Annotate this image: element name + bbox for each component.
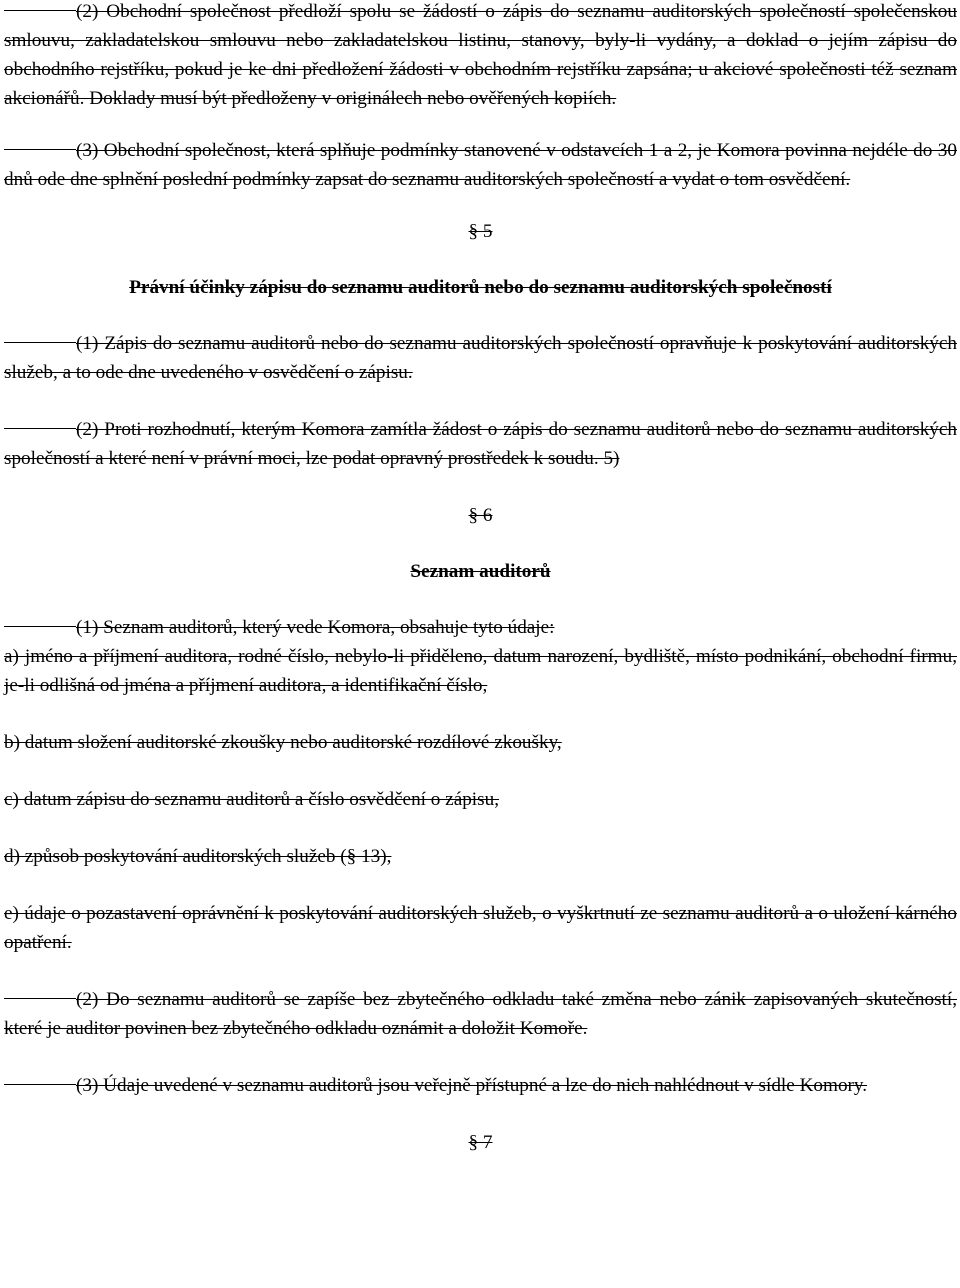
list-item-a: a) jméno a příjmení auditora, rodné číslo, nebylo-li přiděleno, datum narození, bydliště, místo podnikání, obchodní firmu, je-li odlišná od jména a příjmení auditora, a identifikační číslo, bbox=[4, 646, 957, 696]
paragraph-6-3-text: (3) Údaje uvedené v seznamu auditorů jsou veřejně přístupné a lze do nich nahlédnout v sídle Komory. bbox=[76, 1075, 868, 1096]
spacer bbox=[4, 586, 957, 613]
document-page bbox=[4, 0, 957, 1157]
spacer bbox=[4, 871, 957, 899]
indent-rule bbox=[4, 1084, 76, 1086]
indent-rule bbox=[4, 10, 76, 12]
paragraph-5-2-text: (2) Proti rozhodnutí, kterým Komora zamítla žádost o zápis do seznamu auditorů nebo do seznamu auditorských společností a které není v právní moci, lze podat opravný prostředek k soudu. 5) bbox=[4, 419, 957, 469]
section-6-title: Seznam auditorů bbox=[410, 561, 551, 582]
spacer bbox=[4, 530, 957, 557]
spacer bbox=[4, 757, 957, 785]
spacer bbox=[4, 473, 957, 501]
section-6-number: § 6 bbox=[468, 505, 493, 526]
spacer bbox=[4, 957, 957, 985]
list-item-d: d) způsob poskytování auditorských služeb (§ 13), bbox=[4, 846, 392, 867]
list-item-e: e) údaje o pozastavení oprávnění k poskytování auditorských služeb, o vyškrtnutí ze seznamu auditorů a o uložení kárného opatření. bbox=[4, 903, 957, 953]
spacer bbox=[4, 194, 957, 217]
spacer bbox=[4, 1043, 957, 1071]
list-item-c: c) datum zápisu do seznamu auditorů a číslo osvědčení o zápisu, bbox=[4, 789, 499, 810]
paragraph-4-2 bbox=[4, 0, 957, 113]
paragraph-6-2 bbox=[4, 985, 957, 1043]
list-item-b: b) datum složení auditorské zkoušky nebo auditorské rozdílové zkoušky, bbox=[4, 732, 562, 753]
spacer bbox=[4, 113, 957, 136]
spacer bbox=[4, 814, 957, 842]
section-5-title: Právní účinky zápisu do seznamu auditorů nebo do seznamu auditorských společností bbox=[129, 277, 832, 298]
paragraph-6-3 bbox=[4, 1071, 957, 1100]
paragraph-5-2 bbox=[4, 415, 957, 473]
indent-rule bbox=[4, 342, 76, 344]
paragraph-4-3 bbox=[4, 136, 957, 194]
paragraph-4-2-text: (2) Obchodní společnost předloží spolu se žádostí o zápis do seznamu auditorských společností společenskou smlouvu, zakladatelskou smlouvu nebo zakladatelskou listinu, stanovy, byly-li vydány, a doklad o jejím zápisu do obchodního rejstříku, pokud je ke dni předložení žádosti v obchodním rejstříku zapsána; u akciové společnosti též seznam akcionářů. Doklady musí být předloženy v originálech nebo ověřených kopiích. bbox=[4, 1, 957, 109]
paragraph-5-1-text: (1) Zápis do seznamu auditorů nebo do seznamu auditorských společností opravňuje k poskytování auditorských služeb, a to ode dne uvedeného v osvědčení o zápisu. bbox=[4, 333, 957, 383]
indent-rule bbox=[4, 149, 76, 151]
indent-rule bbox=[4, 626, 76, 628]
section-7-number: § 7 bbox=[468, 1132, 493, 1153]
paragraph-5-1 bbox=[4, 329, 957, 387]
spacer bbox=[4, 700, 957, 728]
indent-rule bbox=[4, 998, 76, 1000]
paragraph-6-1 bbox=[4, 613, 957, 642]
paragraph-4-3-text: (3) Obchodní společnost, která splňuje podmínky stanovené v odstavcích 1 a 2, je Komora povinna nejdéle do 30 dnů ode dne splnění poslední podmínky zapsat do seznamu auditorských společností a vydat o tom osvědčení. bbox=[4, 140, 957, 190]
section-5-number: § 5 bbox=[468, 221, 493, 242]
paragraph-6-1-text: (1) Seznam auditorů, který vede Komora, obsahuje tyto údaje: bbox=[76, 617, 555, 638]
indent-rule bbox=[4, 428, 76, 430]
spacer bbox=[4, 387, 957, 415]
spacer bbox=[4, 1100, 957, 1128]
paragraph-6-2-text: (2) Do seznamu auditorů se zapíše bez zbytečného odkladu také změna nebo zánik zapisovaných skutečností, které je auditor povinen bez zbytečného odkladu oznámit a doložit Komoře. bbox=[4, 989, 957, 1039]
spacer bbox=[4, 246, 957, 273]
spacer bbox=[4, 302, 957, 329]
